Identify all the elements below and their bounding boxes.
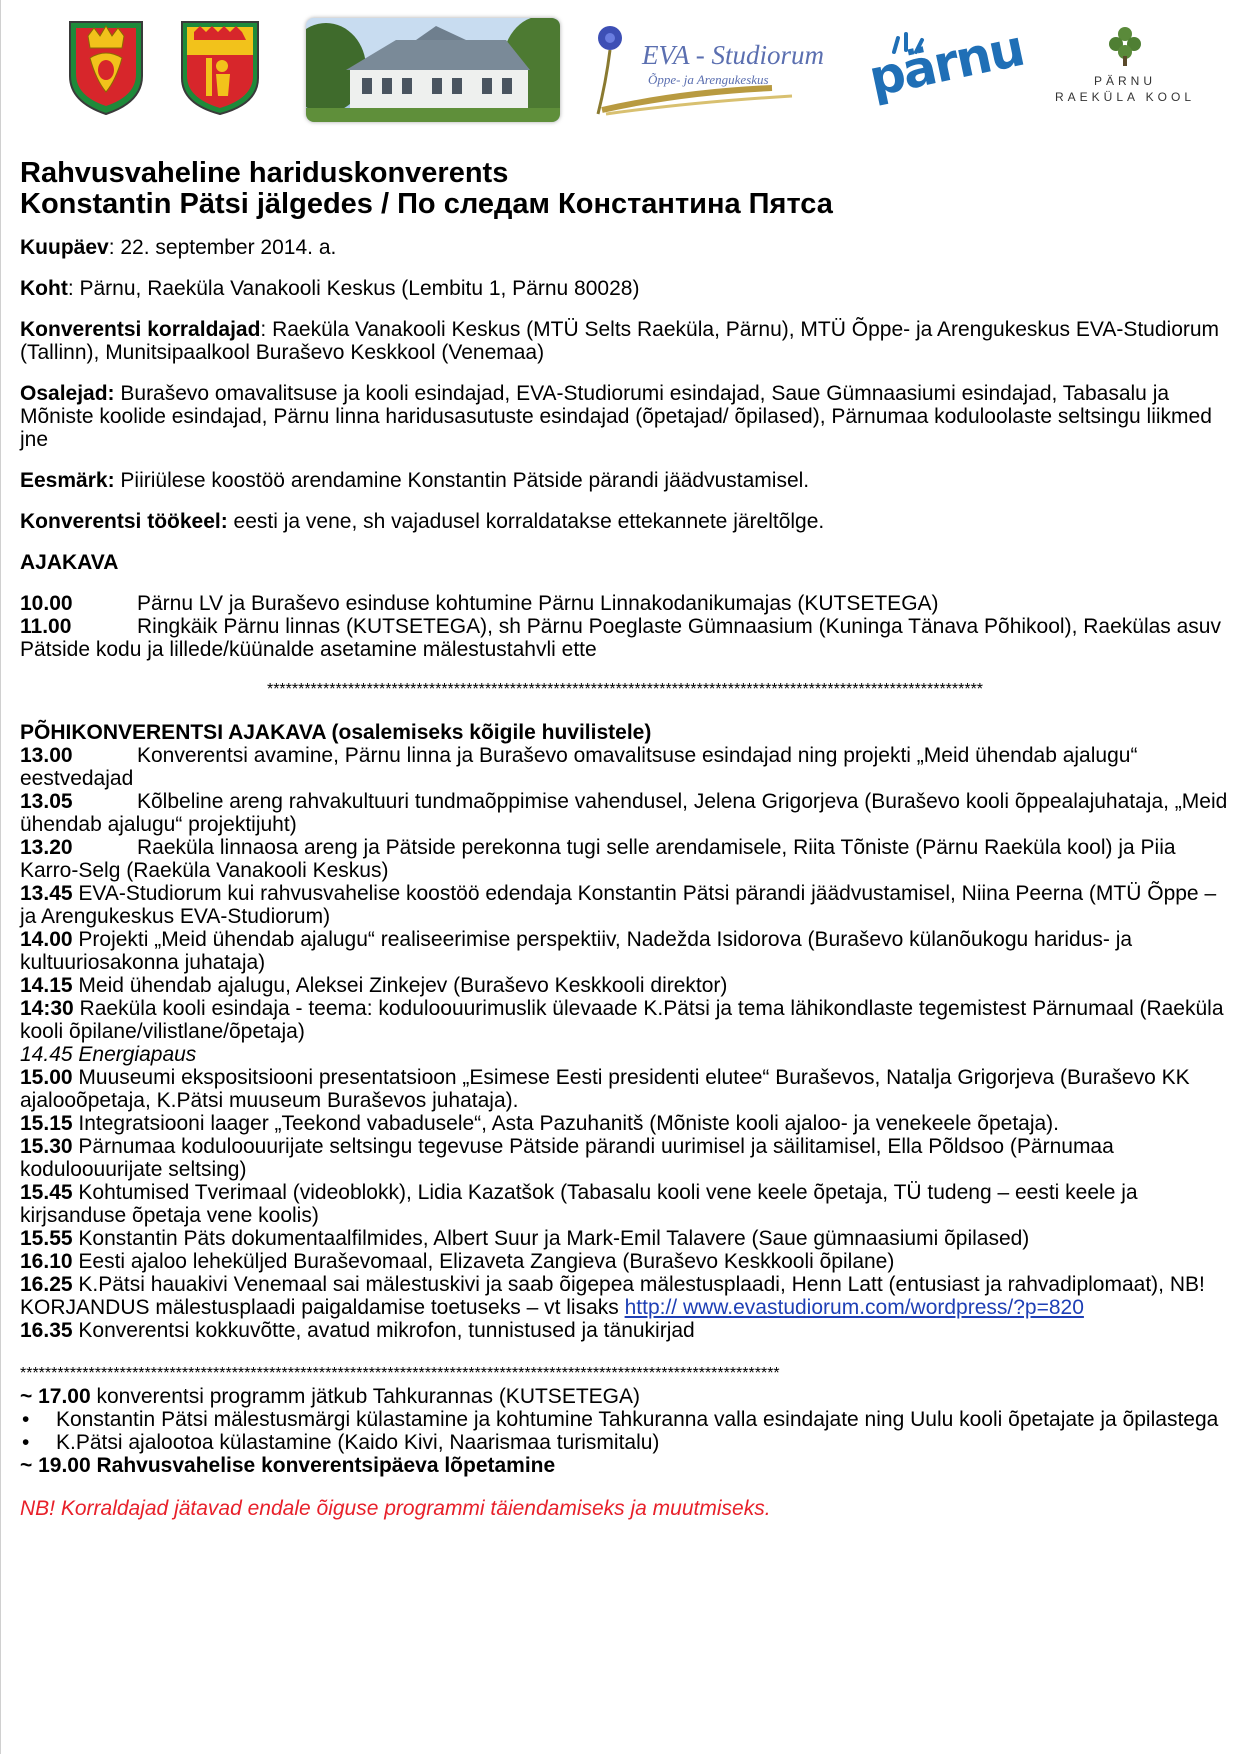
schedule-item xyxy=(20,836,1230,882)
schedule-item xyxy=(20,790,1230,836)
schedule-time: 16.25 xyxy=(20,1273,73,1296)
participants-label: Osalejad: xyxy=(20,382,115,405)
schedule-item xyxy=(20,1135,1230,1181)
schedule-time: 14.00 xyxy=(20,928,73,951)
schedule-text: K.Pätsi hauakivi Venemaal sai mälestuskivi ja saab õigepea mälestusplaadi, Henn Latt (entusiast ja rahvadiplomaat), NB! KORJANDUS mälestusplaadi paigaldamise toetuseks – vt lisaks xyxy=(20,1273,1205,1319)
participants-value: Buraševo omavalitsuse ja kooli esindajad, EVA-Studiorumi esindajad, Saue Gümnaasiumi esindajad, Tabasalu ja Mõniste koolide esindajad, Pärnu linna haridusasutuste esindajad (õpetajad/ õpilased), Pärnumaa koduloolaste seltsingu liikmed jne xyxy=(20,382,1212,451)
school-logo-line1: PÄRNU xyxy=(1093,74,1156,88)
date-value: : 22. september 2014. a. xyxy=(108,236,337,259)
schedule-text: EVA-Studiorum kui rahvusvahelise koostöö edendaja Konstantin Pätsi pärandi jäädvustamisel, Niina Peerna (MTÜ Õppe – ja Arengukeskus EVA-Studiorum) xyxy=(20,882,1217,928)
info-goal xyxy=(20,469,1230,492)
schedule-text: Meid ühendab ajalugu, Aleksei Zinkejev (Buraševo Keskkooli direktor) xyxy=(72,974,728,997)
schedule-item xyxy=(20,882,1230,928)
school-logo-line2: RAEKÜLA KOOL xyxy=(1054,90,1196,104)
organizers-label: Konverentsi korraldajad xyxy=(20,318,261,341)
schedule-text: Raeküla linnaosa areng ja Pätside perekonna tugi selle arendamisele, Riita Tõniste (Pärnu Raeküla kool) ja Piia Karro-Selg (Raeküla Vanakooli Keskus) xyxy=(20,836,1176,882)
separator-stars: ******************************************************************************************************************* xyxy=(266,681,984,698)
schedule-time: 15.00 xyxy=(20,1066,73,1089)
schedule-time: 16.10 xyxy=(20,1250,73,1273)
schedule-text: Konverentsi avamine, Pärnu linna ja Buraševo omavalitsuse esindajad ning projekti „Meid ühendab ajalugu“ eestvedajad xyxy=(20,744,1138,790)
coat-of-arms-knight-icon xyxy=(178,18,262,116)
schedule-item xyxy=(20,997,1230,1043)
title-line-2: Konstantin Pätsi jälgedes / По следам Константина Пятса xyxy=(20,188,833,220)
schedule-item xyxy=(20,928,1230,974)
schedule-item xyxy=(20,1273,1230,1319)
parnu-logo-word: pärnu xyxy=(863,18,1028,108)
schedule-text: Kohtumised Tverimaal (videoblokk), Lidia Kazatšok (Tabasalu kooli vene keele õpetaja, TÜ tudeng – eesti keele ja kirjsanduse õpetaja vene koolis) xyxy=(20,1181,1138,1227)
date-label: Kuupäev xyxy=(20,236,109,259)
raekula-school-logo xyxy=(1050,24,1200,120)
schedule-text: Ringkäik Pärnu linnas (KUTSETEGA), sh Pärnu Poeglaste Gümnaasium (Kuninga Tänava Põhikool), Raekülas asuv Pätside kodu ja lillede/küünalde asetamine mälestustahvli ette xyxy=(20,615,1221,661)
organizers-value: : Raeküla Vanakooli Keskus (MTÜ Selts Raeküla, Pärnu), MTÜ Õppe- ja Arengukeskus EVA-Studiorum (Tallinn), Munitsipaalkool Buraševo Keskkool (Venemaa) xyxy=(20,318,1220,364)
schedule-text: Muuseumi ekspositsiooni presentatsioon „Esimese Eesti presidenti elutee“ Buraševos, Natalja Grigorjeva (Buraševo KK ajalooõpetaja, K.Pätsi muuseum Buraševos juhataja). xyxy=(20,1066,1190,1112)
schedule-time: 13.05 xyxy=(20,790,73,813)
main-schedule-heading: PÕHIKONVERENTSI AJAKAVA (osalemiseks kõigile huvilistele) xyxy=(20,721,652,744)
goal-value: Piiriülese koostöö arendamine Konstantin Pätside pärandi jäädvustamisel. xyxy=(114,469,810,492)
schedule-item xyxy=(20,592,1230,615)
eva-logo-subtitle: Õppe- ja Arengukeskus xyxy=(648,72,769,87)
schedule-time: 15.30 xyxy=(20,1135,73,1158)
page-edge xyxy=(0,0,1,1754)
evening-start xyxy=(20,1385,1230,1408)
info-place xyxy=(20,277,1230,300)
schedule-text: Projekti „Meid ühendab ajalugu“ realiseerimise perspektiiv, Nadežda Isidorova (Buraševo külanõukogu haridus- ja kultuuriosakonna juhataja) xyxy=(20,928,1133,974)
evening-start-time: ~ 17.00 xyxy=(20,1385,91,1408)
energy-break: 14.45 Energiapaus xyxy=(20,1043,197,1066)
schedule-text: Konstantin Päts dokumentaalfilmides, Albert Suur ja Mark-Emil Talavere (Saue gümnaasiumi õpilased) xyxy=(72,1227,1030,1250)
school-building-photo xyxy=(306,18,560,122)
schedule-text: Konverentsi kokkuvõtte, avatud mikrofon, tunnistused ja tänukirjad xyxy=(72,1319,695,1342)
logo-row xyxy=(0,0,1240,130)
schedule-time: 15.15 xyxy=(20,1112,73,1135)
list-item xyxy=(20,1408,1230,1431)
memorial-info-link[interactable]: http:// www.evastudiorum.com/wordpress/?p=820 xyxy=(624,1296,1084,1319)
schedule-item xyxy=(20,744,1230,790)
info-date xyxy=(20,236,1230,259)
evening-start-text: konverentsi programm jätkub Tahkurannas (KUTSETEGA) xyxy=(90,1385,640,1408)
schedule-time: 15.55 xyxy=(20,1227,73,1250)
info-language xyxy=(20,510,1230,533)
schedule-item xyxy=(20,1319,1230,1342)
organizers-note: NB! Korraldajad jätavad endale õiguse programmi täiendamiseks ja muutmiseks. xyxy=(20,1497,771,1520)
schedule-item xyxy=(20,1250,1230,1273)
schedule-time: 14:30 xyxy=(20,997,74,1020)
document-body xyxy=(20,158,1230,1520)
language-value: eesti ja vene, sh vajadusel korraldatakse ettekannete järeltõlge. xyxy=(227,510,825,533)
list-item xyxy=(20,1431,1230,1454)
schedule-text: Integratsiooni laager „Teekond vabadusele“, Asta Pazuhanitš (Mõniste kooli ajaloo- ja venekeele õpetaja). xyxy=(72,1112,1059,1135)
goal-label: Eesmärk: xyxy=(20,469,115,492)
schedule-text: Raeküla kooli esindaja - teema: koduloouurimuslik ülevaade K.Pätsi ja tema lähikondlaste tegemistest Pärnumaal (Raeküla kooli õpilane/vilistlane/õpetaja) xyxy=(20,997,1224,1043)
bullet-icon: • xyxy=(22,1431,30,1454)
schedule-text: Pärnumaa koduloouurijate seltsingu tegevuse Pätside pärandi uurimisel ja säilitamisel, Ella Põldsoo (Pärnumaa koduloouurijate seltsing) xyxy=(20,1135,1114,1181)
schedule-time: 13.20 xyxy=(20,836,73,859)
title-line-1: Rahvusvaheline hariduskonverents xyxy=(20,157,509,189)
schedule-item xyxy=(20,1181,1230,1227)
info-organizers xyxy=(20,318,1230,364)
schedule-time: 16.35 xyxy=(20,1319,73,1342)
language-label: Konverentsi töökeel: xyxy=(20,510,228,533)
bullet-icon: • xyxy=(22,1408,30,1431)
schedule-time: 13.45 xyxy=(20,882,73,905)
schedule-time: 14.15 xyxy=(20,974,73,997)
schedule-item xyxy=(20,1066,1230,1112)
place-value: : Pärnu, Raeküla Vanakooli Keskus (Lembitu 1, Pärnu 80028) xyxy=(67,277,640,300)
parnu-city-logo xyxy=(863,18,1028,120)
schedule-item xyxy=(20,1112,1230,1135)
separator-stars-2: ************************************************************************************************************************** xyxy=(20,1365,780,1382)
schedule-time: 11.00 xyxy=(20,615,72,638)
ajakava-list xyxy=(20,592,1230,661)
schedule-item xyxy=(20,974,1230,997)
schedule-time: 13.00 xyxy=(20,744,73,767)
ajakava-heading: AJAKAVA xyxy=(20,551,119,574)
eva-studiorum-logo xyxy=(592,22,828,118)
eva-logo-title: EVA - Studiorum xyxy=(642,40,824,70)
schedule-text: Kõlbeline areng rahvakultuuri tundmaõppimise vahendusel, Jelena Grigorjeva (Buraševo kooli õppealajuhataja, „Meid ühendab ajalugu“ projektijuht) xyxy=(20,790,1228,836)
bullet-text: K.Pätsi ajalootoa külastamine (Kaido Kivi, Naarismaa turismitalu) xyxy=(56,1431,660,1454)
schedule-item xyxy=(20,615,1230,661)
evening-end: ~ 19.00 Rahvusvahelise konverentsipäeva lõpetamine xyxy=(20,1454,556,1477)
schedule-time: 15.45 xyxy=(20,1181,73,1204)
schedule-item xyxy=(20,1227,1230,1250)
place-label: Koht xyxy=(20,277,68,300)
info-participants xyxy=(20,382,1230,451)
schedule-text: Pärnu LV ja Buraševo esinduse kohtumine Pärnu Linnakodanikumajas (KUTSETEGA) xyxy=(137,592,939,615)
schedule-time: 10.00 xyxy=(20,592,73,615)
schedule-text: Eesti ajaloo leheküljed Buraševomaal, Elizaveta Zangieva (Buraševo Keskkooli õpilane) xyxy=(72,1250,895,1273)
coat-of-arms-crown-icon xyxy=(66,18,146,116)
bullet-text: Konstantin Pätsi mälestusmärgi külastamine ja kohtumine Tahkuranna valla esindajate ning Uulu kooli õpetajate ja õpilastega xyxy=(56,1408,1219,1431)
